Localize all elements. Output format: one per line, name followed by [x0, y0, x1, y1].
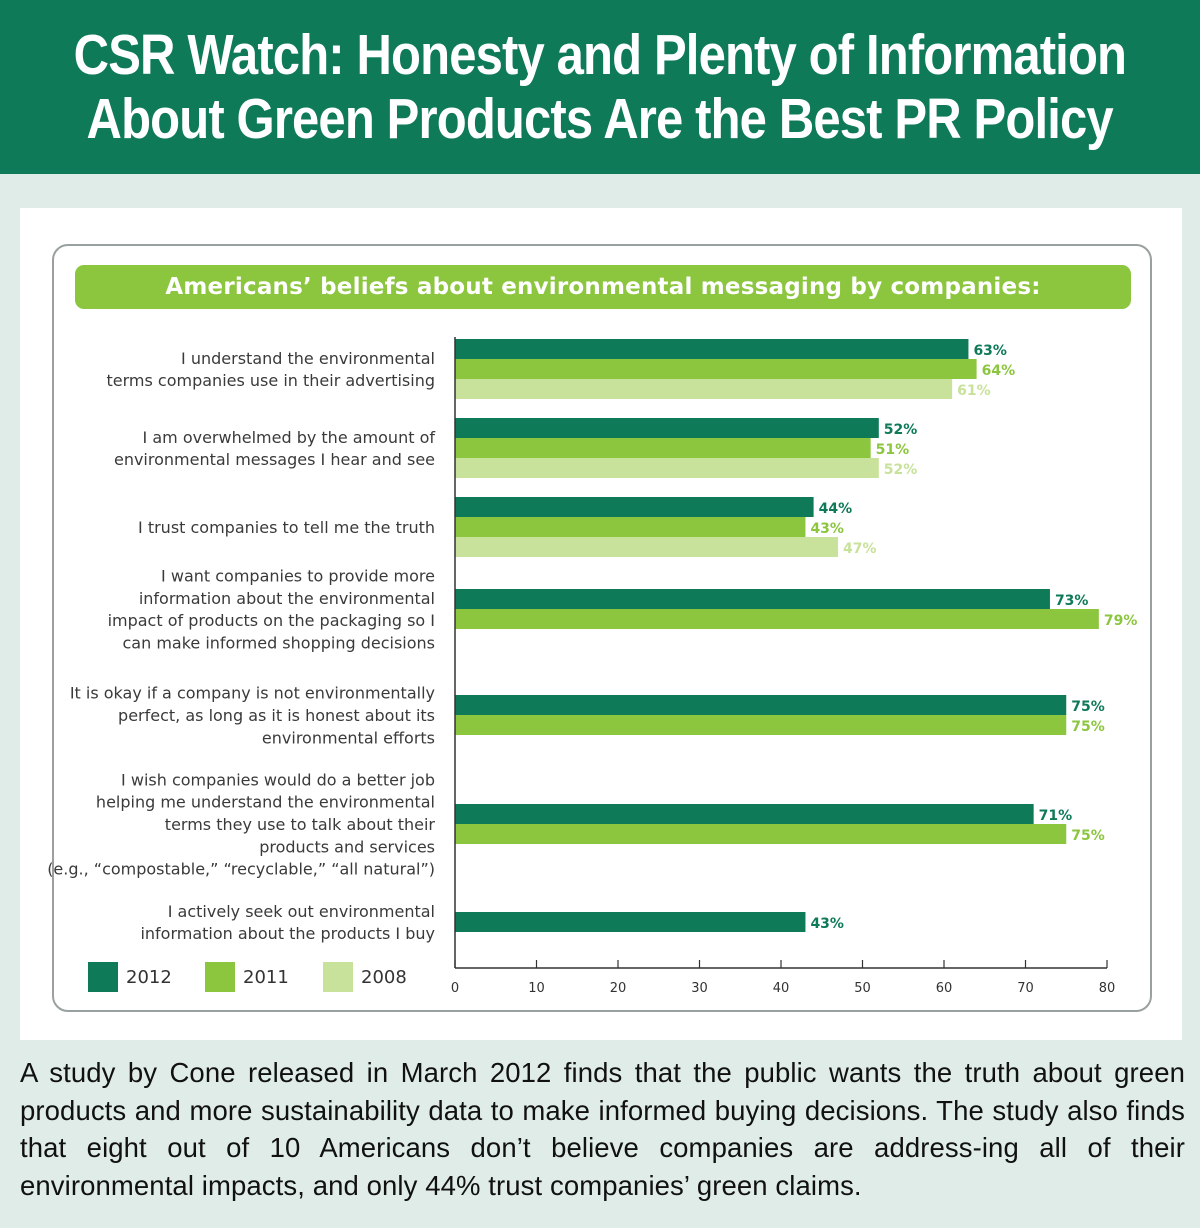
category-label-4-line-3: impact of products on the packaging so I — [107, 611, 435, 631]
category-label-6-line-5: (e.g., “compostable,” “recyclable,” “all natural”) — [47, 859, 435, 879]
category-label-7-line-1: I actively seek out environmental — [167, 901, 435, 921]
x-tick-label-80: 80 — [1098, 981, 1116, 996]
category-label-1-line-2: terms companies use in their advertising — [106, 371, 435, 391]
x-tick-label-50: 50 — [854, 981, 871, 996]
value-label-2012-cat-3: 44% — [818, 501, 853, 517]
value-label-2011-cat-1: 64% — [981, 363, 1016, 379]
value-label-2011-cat-5: 75% — [1071, 719, 1105, 735]
value-label-2011-cat-4: 79% — [1103, 613, 1138, 629]
category-label-6-line-2: helping me understand the environmental — [95, 792, 435, 812]
x-tick-label-0: 0 — [450, 981, 460, 996]
value-label-2012-cat-7: 43% — [810, 916, 844, 932]
bar-2012-cat-1 — [455, 339, 968, 359]
value-label-2012-cat-2: 52% — [883, 422, 918, 438]
category-label-3-line-1: I trust companies to tell me the truth — [138, 518, 435, 537]
x-tick-label-30: 30 — [691, 981, 708, 996]
value-label-2008-cat-2: 52% — [883, 462, 918, 478]
chart-title: Americans’ beliefs about environmental messaging by companies: — [75, 265, 1131, 309]
bar-2012-cat-7 — [455, 912, 805, 932]
value-label-2008-cat-1: 61% — [957, 383, 991, 399]
footer-paragraph: A study by Cone released in March 2012 finds that the public wants the truth about green products and more sustainability data to make informed buying decisions. The study also finds that eight out of 10 Americans don’t believe companies are address-ing all of their environmental impacts, and only 44% trust companies’ green claims. — [20, 1057, 1185, 1201]
bar-2011-cat-3 — [455, 517, 805, 537]
x-tick-label-40: 40 — [772, 981, 790, 996]
page-title-line-2: About Green Products Are the Best PR Policy — [86, 87, 1114, 151]
category-label-5-line-1: It is okay if a company is not environmentally — [69, 683, 435, 703]
category-label-4-line-4: can make informed shopping decisions — [122, 633, 435, 653]
category-label-7-line-2: information about the products I buy — [140, 924, 435, 944]
bar-2012-cat-6 — [455, 804, 1034, 824]
category-label-6-line-3: terms they use to talk about their — [164, 815, 435, 834]
legend-swatch-2008 — [323, 962, 353, 992]
bar-2012-cat-3 — [455, 497, 814, 517]
x-tick-label-20: 20 — [609, 981, 627, 996]
category-label-1-line-1: I understand the environmental — [181, 348, 435, 368]
legend-label-2011: 2011 — [243, 967, 289, 988]
legend-label-2008: 2008 — [361, 967, 407, 988]
x-tick-label-60: 60 — [935, 981, 953, 996]
category-label-6-line-4: products and services — [259, 837, 435, 857]
bar-2011-cat-6 — [455, 824, 1066, 844]
category-label-6-line-1: I wish companies would do a better job — [121, 770, 435, 790]
bar-2011-cat-2 — [455, 438, 871, 458]
bar-2011-cat-4 — [455, 609, 1099, 629]
value-label-2012-cat-5: 75% — [1071, 699, 1105, 715]
bar-2012-cat-5 — [455, 695, 1066, 715]
value-label-2012-cat-1: 63% — [973, 343, 1007, 359]
bar-2011-cat-1 — [455, 359, 977, 379]
value-label-2011-cat-3: 43% — [810, 521, 844, 537]
category-label-2-line-2: environmental messages I hear and see — [113, 450, 435, 470]
bar-2012-cat-2 — [455, 418, 879, 438]
bar-2011-cat-5 — [455, 715, 1066, 735]
x-tick-label-10: 10 — [528, 981, 545, 996]
value-label-2012-cat-4: 73% — [1054, 593, 1089, 609]
value-label-2012-cat-6: 71% — [1038, 808, 1073, 824]
category-label-2-line-1: I am overwhelmed by the amount of — [142, 427, 435, 447]
page-title-line-1: CSR Watch: Honesty and Plenty of Information — [73, 23, 1127, 87]
x-tick-label-70: 70 — [1017, 981, 1034, 996]
category-label-5-line-2: perfect, as long as it is honest about its — [118, 706, 435, 725]
value-label-2011-cat-6: 75% — [1071, 828, 1105, 844]
category-label-4-line-2: information about the environmental — [138, 588, 435, 608]
bar-2008-cat-2 — [455, 458, 879, 478]
category-label-5-line-3: environmental efforts — [261, 728, 435, 748]
bar-2008-cat-1 — [455, 379, 952, 399]
bar-2012-cat-4 — [455, 589, 1050, 609]
legend-label-2012: 2012 — [126, 967, 172, 988]
category-label-4-line-1: I want companies to provide more — [161, 566, 435, 586]
value-label-2008-cat-3: 47% — [843, 541, 877, 557]
legend-swatch-2011 — [205, 962, 235, 992]
legend-swatch-2012 — [88, 962, 118, 992]
value-label-2011-cat-2: 51% — [875, 442, 910, 458]
bar-2008-cat-3 — [455, 537, 838, 557]
